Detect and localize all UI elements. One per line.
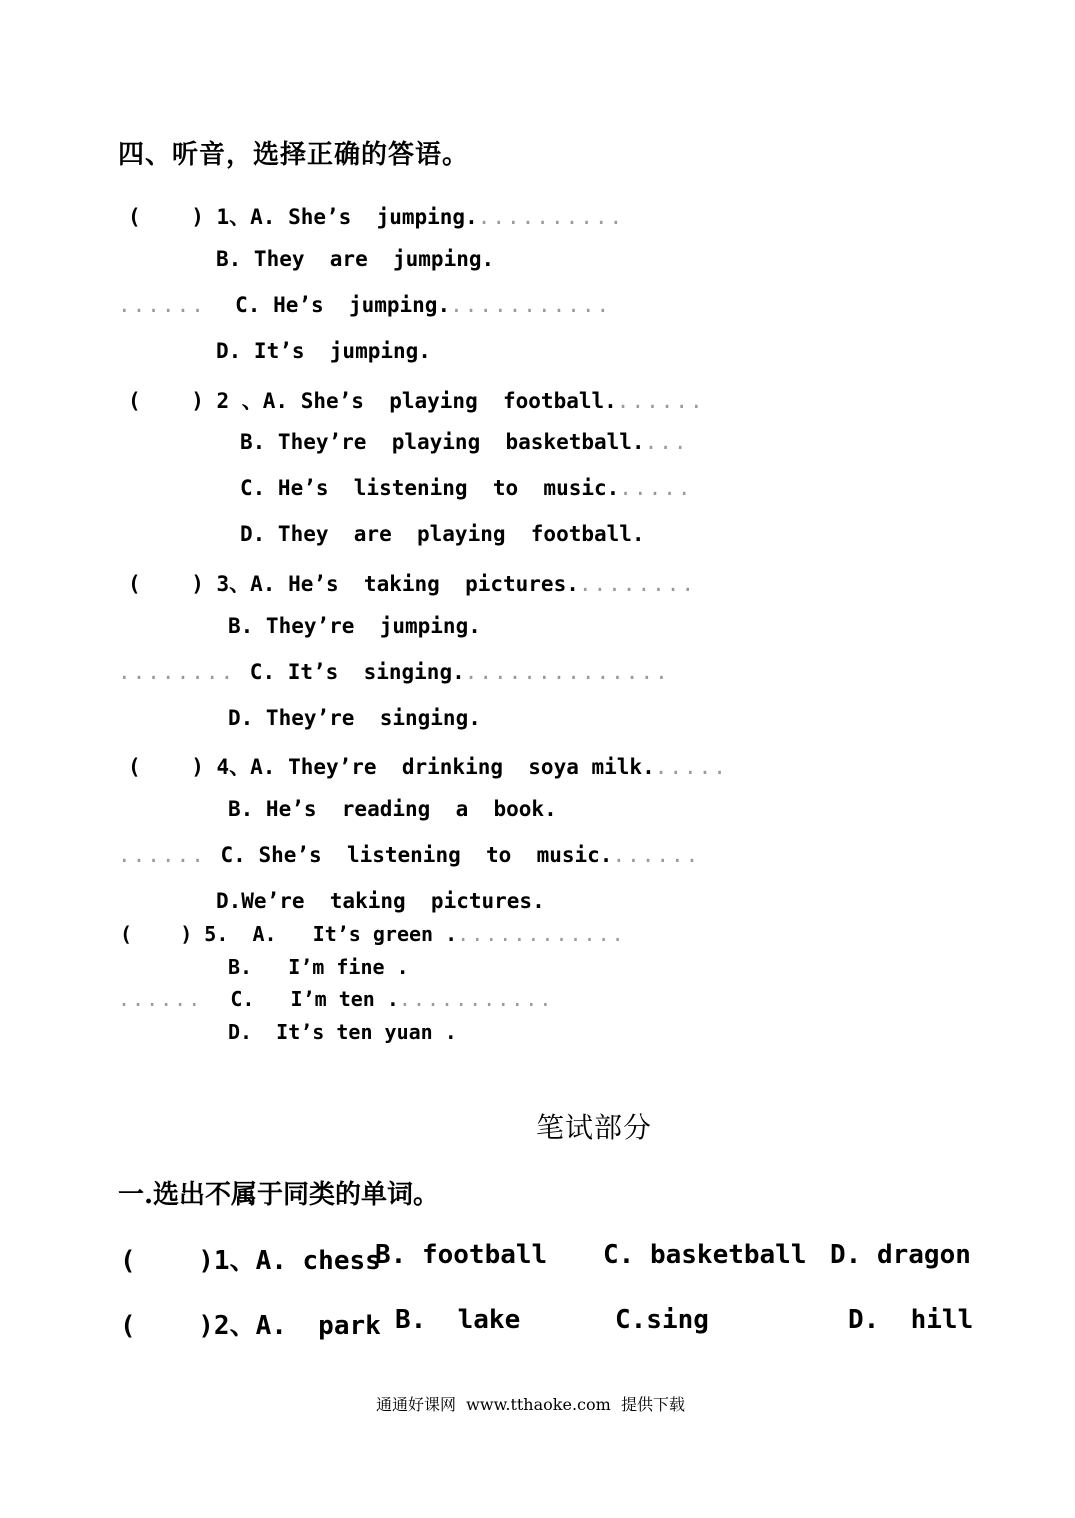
question-2-option-b: B. They’re playing basketball.... bbox=[240, 430, 689, 454]
question-1-option-b: B. They are jumping. bbox=[216, 247, 495, 271]
question-1-option-a: ( ) 1、A. She’s jumping........... bbox=[128, 205, 625, 229]
question-3-option-c: ........ C. It’s singing............... bbox=[118, 660, 670, 684]
question-1-option-d: D. It’s jumping. bbox=[216, 339, 431, 363]
question-3-option-b: B. They’re jumping. bbox=[228, 614, 481, 638]
part1-heading: 一.选出不属于同类的单词。 bbox=[118, 1180, 440, 1210]
written-item-1-b: B. football bbox=[375, 1240, 548, 1270]
question-4-option-a: ( ) 4、A. They’re drinking soya milk...... bbox=[128, 755, 728, 779]
question-2-option-c: C. He’s listening to music...... bbox=[240, 476, 693, 500]
question-3-option-a: ( ) 3、A. He’s taking pictures......... bbox=[128, 572, 697, 596]
question-4-option-b: B. He’s reading a book. bbox=[228, 797, 557, 821]
question-1-option-c: ...... C. He’s jumping............ bbox=[118, 293, 612, 317]
question-5-option-c: ...... C. I’m ten ............ bbox=[118, 987, 554, 1011]
question-3-option-d: D. They’re singing. bbox=[228, 706, 481, 730]
written-item-2-d: D. hill bbox=[848, 1305, 974, 1335]
written-item-1-d: D. dragon bbox=[830, 1240, 971, 1270]
written-item-2-b: B. lake bbox=[395, 1305, 521, 1335]
question-5-option-b: B. I’m fine . bbox=[228, 955, 409, 979]
question-5-option-d: D. It’s ten yuan . bbox=[228, 1020, 457, 1044]
written-section-title: 笔试部分 bbox=[536, 1111, 653, 1144]
written-item-1-c: C. basketball bbox=[603, 1240, 807, 1270]
written-item-2-a: ( )2、A. park bbox=[120, 1311, 381, 1341]
written-item-2-c: C.sing bbox=[615, 1305, 709, 1335]
listening-heading: 四、听音，选择正确的答语。 bbox=[118, 140, 470, 170]
question-2-option-d: D. They are playing football. bbox=[240, 522, 645, 546]
question-2-option-a: ( ) 2 、A. She’s playing football....... bbox=[128, 389, 705, 413]
question-4-option-d: D.We’re taking pictures. bbox=[216, 889, 545, 913]
written-item-1-a: ( )1、A. chess bbox=[120, 1246, 381, 1276]
footer-credit: 通通好课网 www.tthaoke.com 提供下载 bbox=[376, 1395, 685, 1414]
question-5-option-a: ( ) 5. A. It’s green ............. bbox=[120, 922, 626, 946]
question-4-option-c: ...... C. She’s listening to music....... bbox=[118, 843, 701, 867]
